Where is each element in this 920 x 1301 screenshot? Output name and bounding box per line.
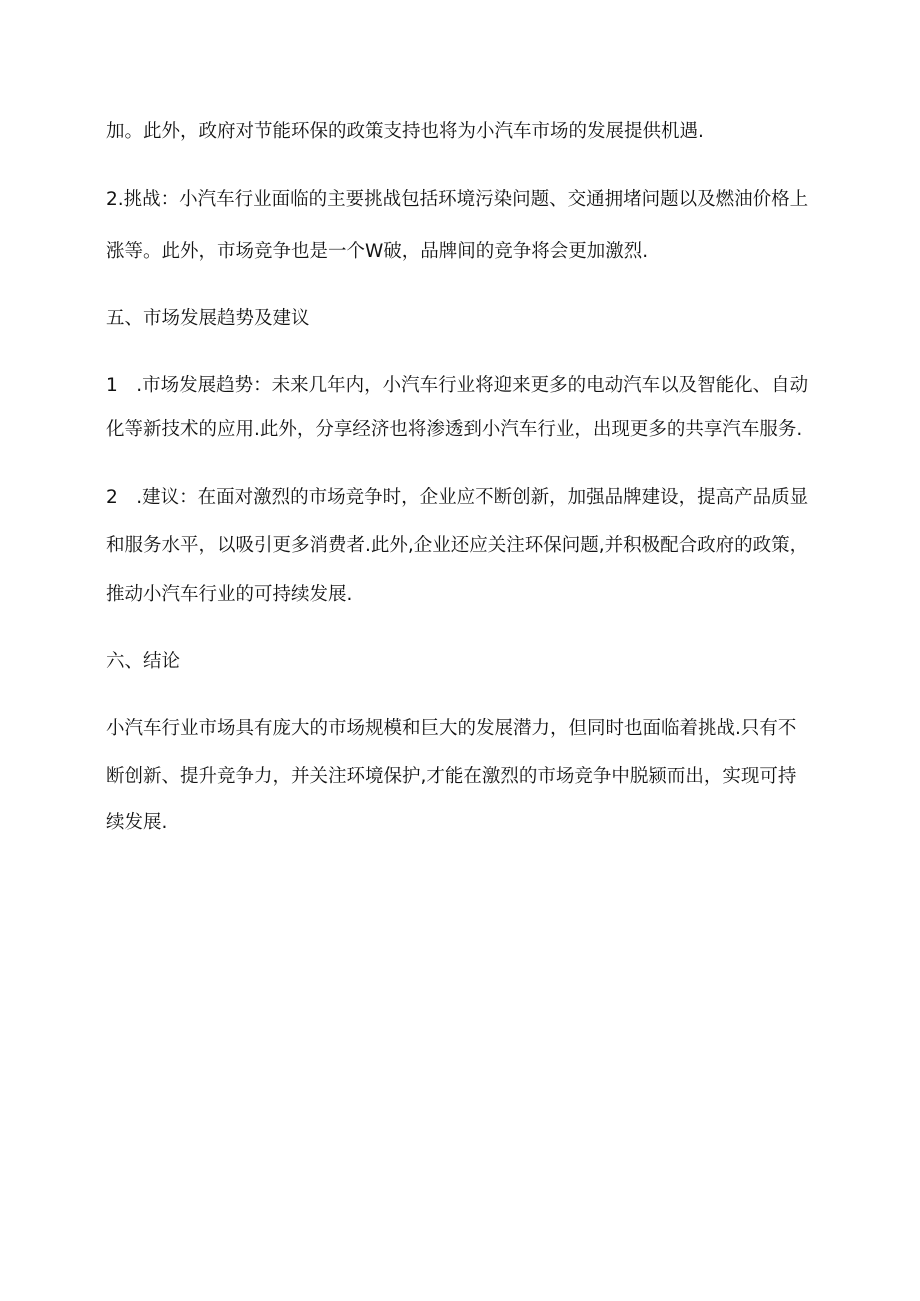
conclusion-paragraph-line-2: 断创新、提升竞争力，并关注环境保护,才能在激烈的市场竞争中脱颍而出，实现可持: [106, 766, 797, 787]
paragraph-intro-line-1: 加。此外，政府对节能环保的政策支持也将为小汽车市场的发展提供机遇.: [106, 121, 704, 142]
section-heading-five: 五、市场发展趋势及建议: [106, 308, 310, 329]
section-heading-six: 六、结论: [106, 651, 181, 672]
conclusion-paragraph-line-3: 续发展.: [106, 812, 168, 833]
suggestion-paragraph-line-2: 和服务水平，以吸引更多消费者.此外,企业还应关注环保问题,并积极配合政府的政策，: [106, 535, 809, 556]
suggestion-paragraph-line-3: 推动小汽车行业的可持续发展.: [106, 584, 353, 605]
conclusion-paragraph-line-1: 小汽车行业市场具有庞大的市场规模和巨大的发展潜力，但同时也面临着挑战.只有不: [106, 718, 797, 739]
trend-paragraph-line-2: 化等新技术的应用.此外，分享经济也将渗透到小汽车行业，出现更多的共享汽车服务.: [106, 419, 803, 440]
challenge-paragraph-line-1: 2.挑战：小汽车行业面临的主要挑战包括环境污染问题、交通拥堵问题以及燃油价格上: [106, 189, 809, 210]
trend-paragraph-line-1: 1 .市场发展趋势：未来几年内，小汽车行业将迎来更多的电动汽车以及智能化、自动: [106, 375, 809, 396]
challenge-paragraph-line-2: 涨等。此外，市场竞争也是一个W破，品牌间的竞争将会更加激烈.: [106, 241, 649, 262]
suggestion-paragraph-line-1: 2 .建议：在面对激烈的市场竞争时，企业应不断创新，加强品牌建设，提高产品质显: [106, 487, 809, 508]
